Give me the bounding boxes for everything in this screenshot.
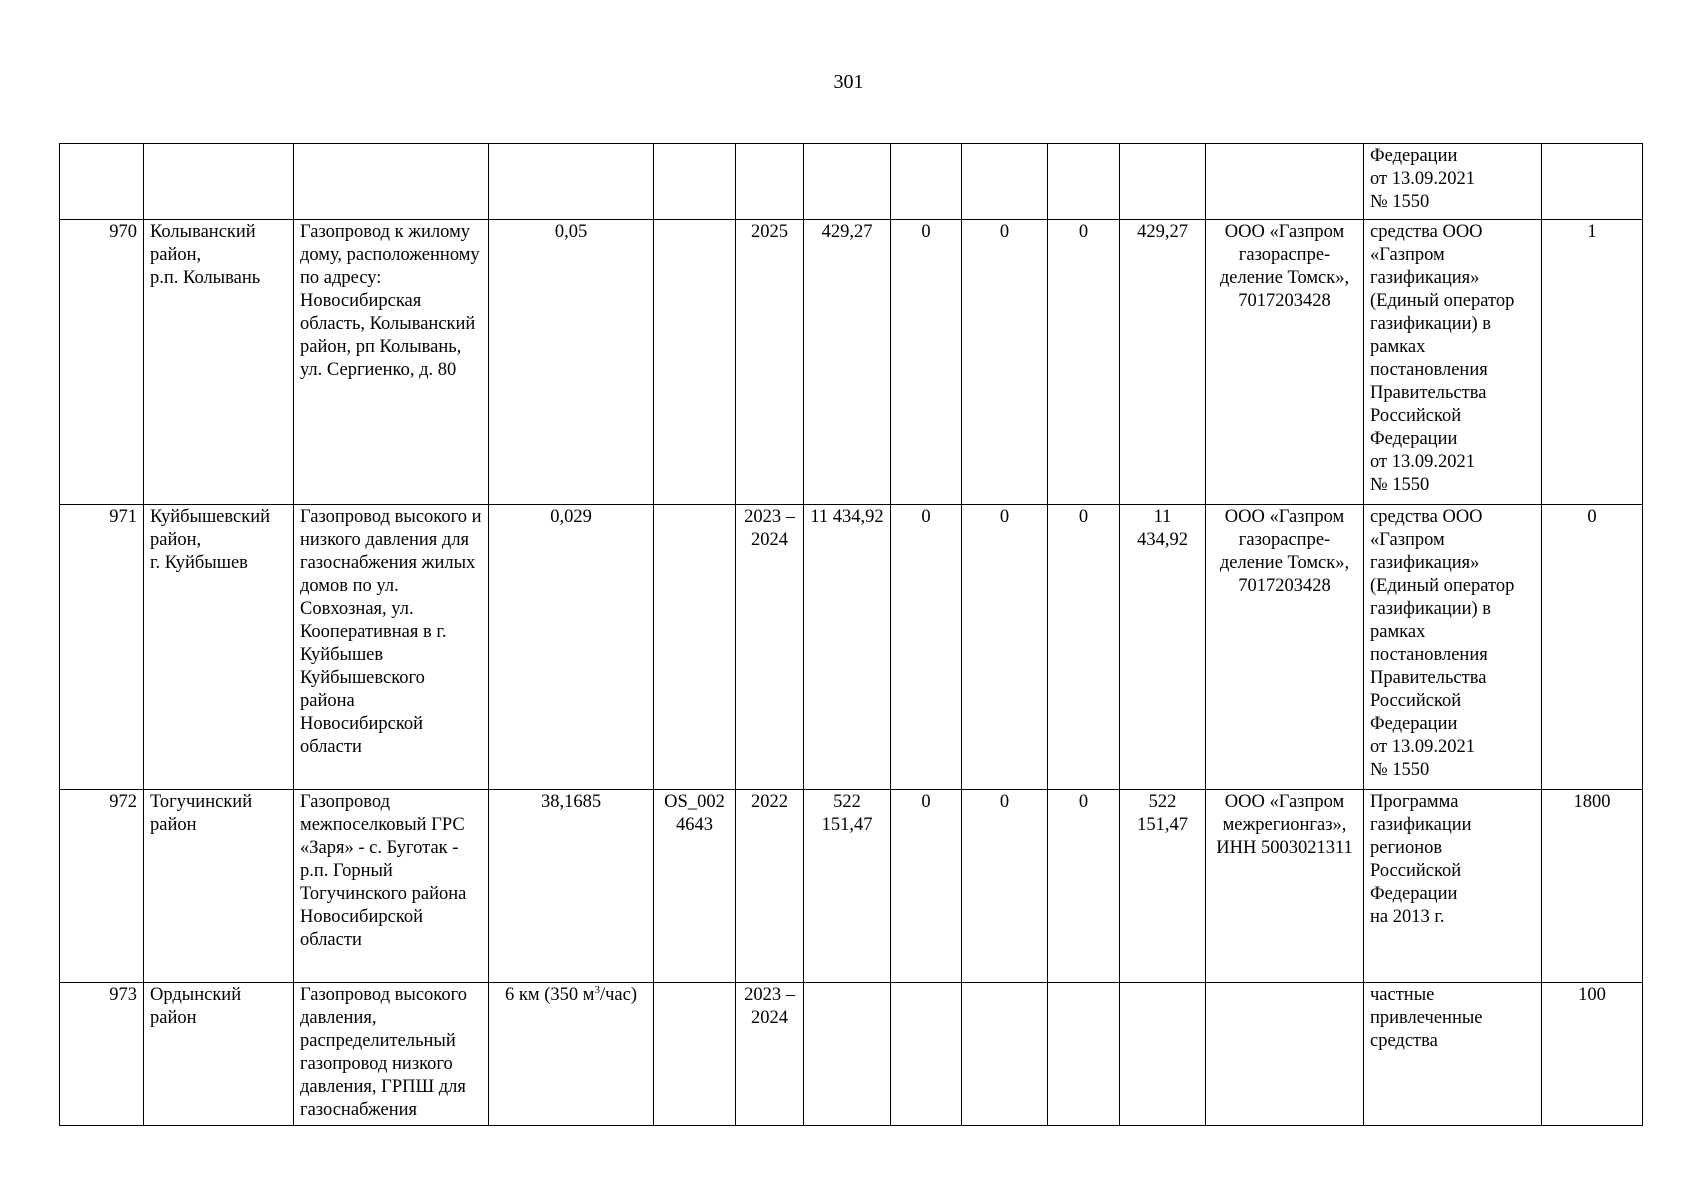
- cost-cell-1: 0: [891, 790, 962, 983]
- executor-cell: ООО «Газпром газораспре-деление Томск», 7017203428: [1206, 505, 1364, 790]
- funding-source-cell: средства ООО «Газпром газификация» (Единый оператор газификации) в рамках постановления Правительства Российской Федерации от 13.09.2021 № 1550: [1364, 220, 1542, 505]
- cost-cell-4: 522 151,47: [1120, 790, 1206, 983]
- page-number: 301: [833, 71, 864, 93]
- district-cell: Колыванский район, р.п. Колывань: [144, 220, 294, 505]
- cost-cell-4: 429,27: [1120, 220, 1206, 505]
- row-number: 970: [60, 220, 144, 505]
- cost-total-cell: 429,27: [804, 220, 891, 505]
- years-cell: 2025: [736, 220, 804, 505]
- cost-cell-1: 0: [891, 505, 962, 790]
- capacity-cell: 38,1685: [489, 790, 654, 983]
- funding-source-cell: Федерации от 13.09.2021 № 1550: [1364, 144, 1542, 220]
- row-number: 971: [60, 505, 144, 790]
- cost-cell-1: [891, 983, 962, 1126]
- cost-cell-3: [1048, 144, 1120, 220]
- district-cell: Тогучинский район: [144, 790, 294, 983]
- cost-total-cell: 522 151,47: [804, 790, 891, 983]
- code-cell: [654, 220, 736, 505]
- capacity-main: 6 км (350 м: [505, 985, 595, 1005]
- district-cell: Куйбышевский район, г. Куйбышев: [144, 505, 294, 790]
- executor-cell: ООО «Газпром газораспре-деление Томск», 7017203428: [1206, 220, 1364, 505]
- years-cell: 2022: [736, 790, 804, 983]
- cost-cell-4: [1120, 144, 1206, 220]
- capacity-cell: 0,029: [489, 505, 654, 790]
- cost-cell-2: [962, 983, 1048, 1126]
- table-row: [60, 983, 1643, 1126]
- cost-total-cell: 11 434,92: [804, 505, 891, 790]
- cost-cell-2: [962, 144, 1048, 220]
- cost-cell-3: [1048, 983, 1120, 1126]
- cost-cell-3: 0: [1048, 790, 1120, 983]
- years-cell: 2023 – 2024: [736, 983, 804, 1126]
- funding-source-cell: частные привлеченные средства: [1364, 983, 1542, 1126]
- capacity-cell: [489, 983, 654, 1126]
- table-row: [60, 220, 1643, 505]
- table-row: [60, 790, 1643, 983]
- cost-cell-2: 0: [962, 220, 1048, 505]
- capacity-superscript: 3: [594, 983, 600, 996]
- cost-cell-4: [1120, 983, 1206, 1126]
- cost-cell-3: 0: [1048, 505, 1120, 790]
- last-value-cell: 100: [1542, 983, 1643, 1126]
- cost-cell-4: 11 434,92: [1120, 505, 1206, 790]
- code-cell: OS_002 4643: [654, 790, 736, 983]
- executor-cell: [1206, 144, 1364, 220]
- object-cell: Газопровод межпоселковый ГРС «Заря» - с. Буготак - р.п. Горный Тогучинского района Новосибирской области: [294, 790, 489, 983]
- object-cell: Газопровод к жилому дому, расположенному по адресу: Новосибирская область, Колыванский район, рп Колывань, ул. Сергиенко, д. 80: [294, 220, 489, 505]
- object-cell: Газопровод высокого давления, распределительный газопровод низкого давления, ГРПШ для газоснабжения: [294, 983, 489, 1126]
- capacity-cell: 0,05: [489, 220, 654, 505]
- row-number: [60, 144, 144, 220]
- capacity-cell: [489, 144, 654, 220]
- cost-cell-3: 0: [1048, 220, 1120, 505]
- table-row: [60, 144, 1643, 220]
- cost-cell-2: 0: [962, 505, 1048, 790]
- row-number: 972: [60, 790, 144, 983]
- last-value-cell: 1800: [1542, 790, 1643, 983]
- executor-cell: ООО «Газпром межрегионгаз», ИНН 5003021311: [1206, 790, 1364, 983]
- capacity-tail: /час): [599, 985, 637, 1005]
- row-number: 973: [60, 983, 144, 1126]
- funding-source-cell: средства ООО «Газпром газификация» (Единый оператор газификации) в рамках постановления Правительства Российской Федерации от 13.09.2021 № 1550: [1364, 505, 1542, 790]
- table-row: [60, 505, 1643, 790]
- cost-total-cell: [804, 144, 891, 220]
- cost-cell-1: 0: [891, 220, 962, 505]
- last-value-cell: 0: [1542, 505, 1643, 790]
- cost-total-cell: [804, 983, 891, 1126]
- code-cell: [654, 144, 736, 220]
- last-value-cell: [1542, 144, 1643, 220]
- executor-cell: [1206, 983, 1364, 1126]
- district-cell: Ордынский район: [144, 983, 294, 1126]
- last-value-cell: 1: [1542, 220, 1643, 505]
- cost-cell-2: 0: [962, 790, 1048, 983]
- district-cell: [144, 144, 294, 220]
- code-cell: [654, 983, 736, 1126]
- funding-source-cell: Программа газификации регионов Российской Федерации на 2013 г.: [1364, 790, 1542, 983]
- object-cell: Газопровод высокого и низкого давления для газоснабжения жилых домов по ул. Совхозная, ул. Кооперативная в г. Куйбышев Куйбышевского района Новосибирской области: [294, 505, 489, 790]
- cost-cell-1: [891, 144, 962, 220]
- years-cell: 2023 – 2024: [736, 505, 804, 790]
- years-cell: [736, 144, 804, 220]
- gas-pipeline-table: [59, 143, 1643, 1126]
- object-cell: [294, 144, 489, 220]
- code-cell: [654, 505, 736, 790]
